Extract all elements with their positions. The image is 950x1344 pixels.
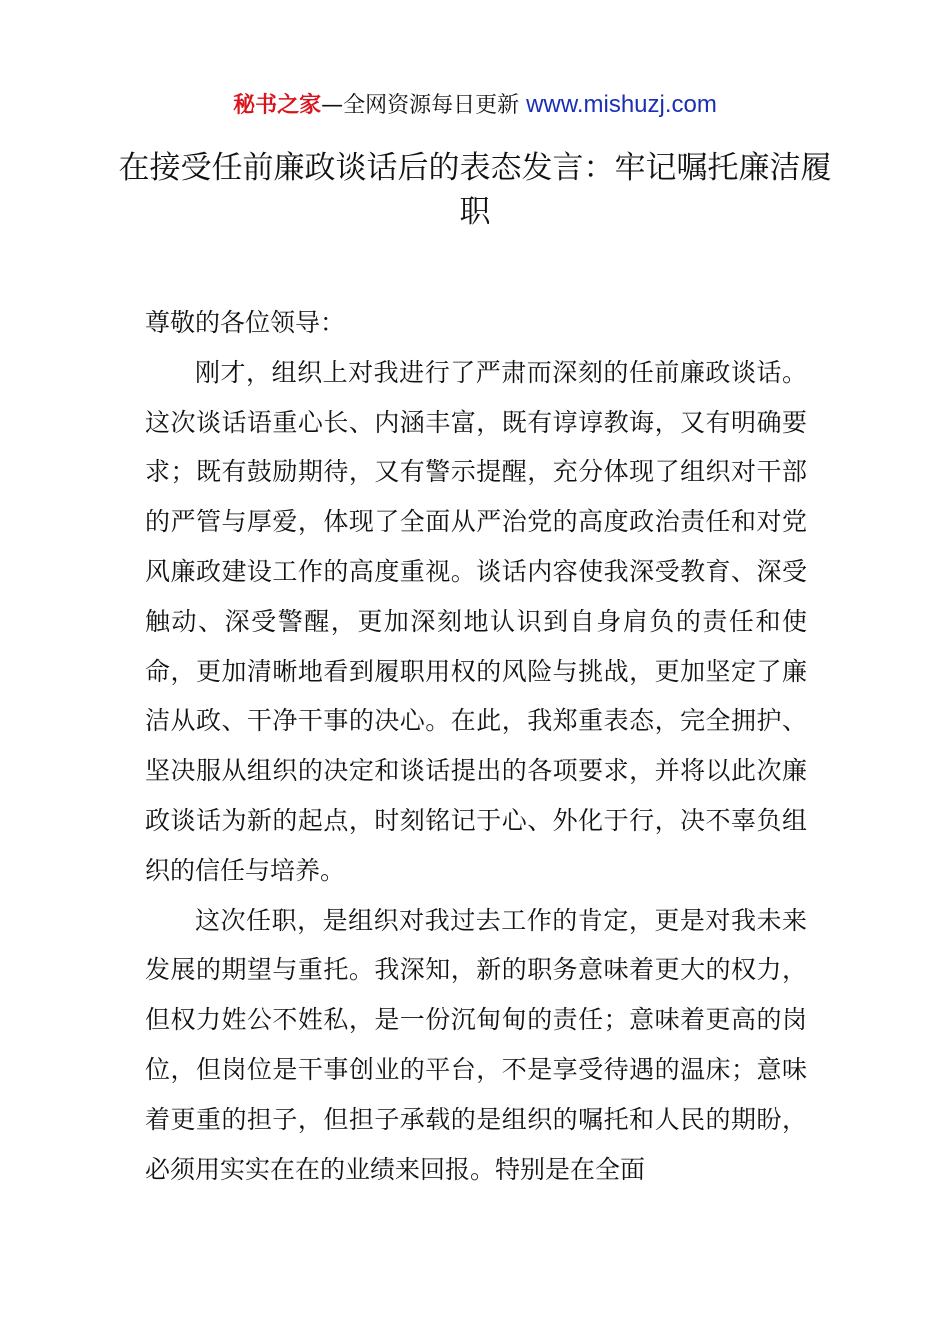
- brand-name: 秘书之家: [233, 93, 322, 118]
- header-tagline: —全网资源每日更新: [321, 93, 527, 118]
- document-body: [145, 298, 807, 1194]
- salutation: 尊敬的各位领导：: [145, 308, 346, 337]
- document-title: 在接受任前廉政谈话后的表态发言：牢记嘱托廉洁履职: [118, 150, 832, 230]
- paragraph-2: 这次任职，是组织对我过去工作的肯定，更是对我未来发展的期望与重托。我深知，新的职务意味着更大的权力，但权力姓公不姓私，是一份沉甸甸的责任；意味着更高的岗位，但岗位是干事创业的平台，不是享受待遇的温床；意味着更重的担子，但担子承载的是组织的嘱托和人民的期盼，必须用实实在在的业绩来回报。特别是在全面: [145, 905, 807, 1184]
- site-header: [0, 88, 950, 123]
- site-url-link[interactable]: www.mishuzj.com: [526, 91, 717, 118]
- paragraph-1: 刚才，组织上对我进行了严肃而深刻的任前廉政谈话。这次谈话语重心长、内涵丰富，既有谆谆教诲，又有明确要求；既有鼓励期待，又有警示提醒，充分体现了组织对干部的严管与厚爱，体现了全面从严治党的高度政治责任和对党风廉政建设工作的高度重视。谈话内容使我深受教育、深受触动、深受警醒，更加深刻地认识到自身肩负的责任和使命，更加清晰地看到履职用权的风险与挑战，更加坚定了廉洁从政、干净干事的决心。在此，我郑重表态，完全拥护、坚决服从组织的决定和谈话提出的各项要求，并将以此次廉政谈话为新的起点，时刻铭记于心、外化于行，决不辜负组织的信任与培养。: [145, 357, 807, 885]
